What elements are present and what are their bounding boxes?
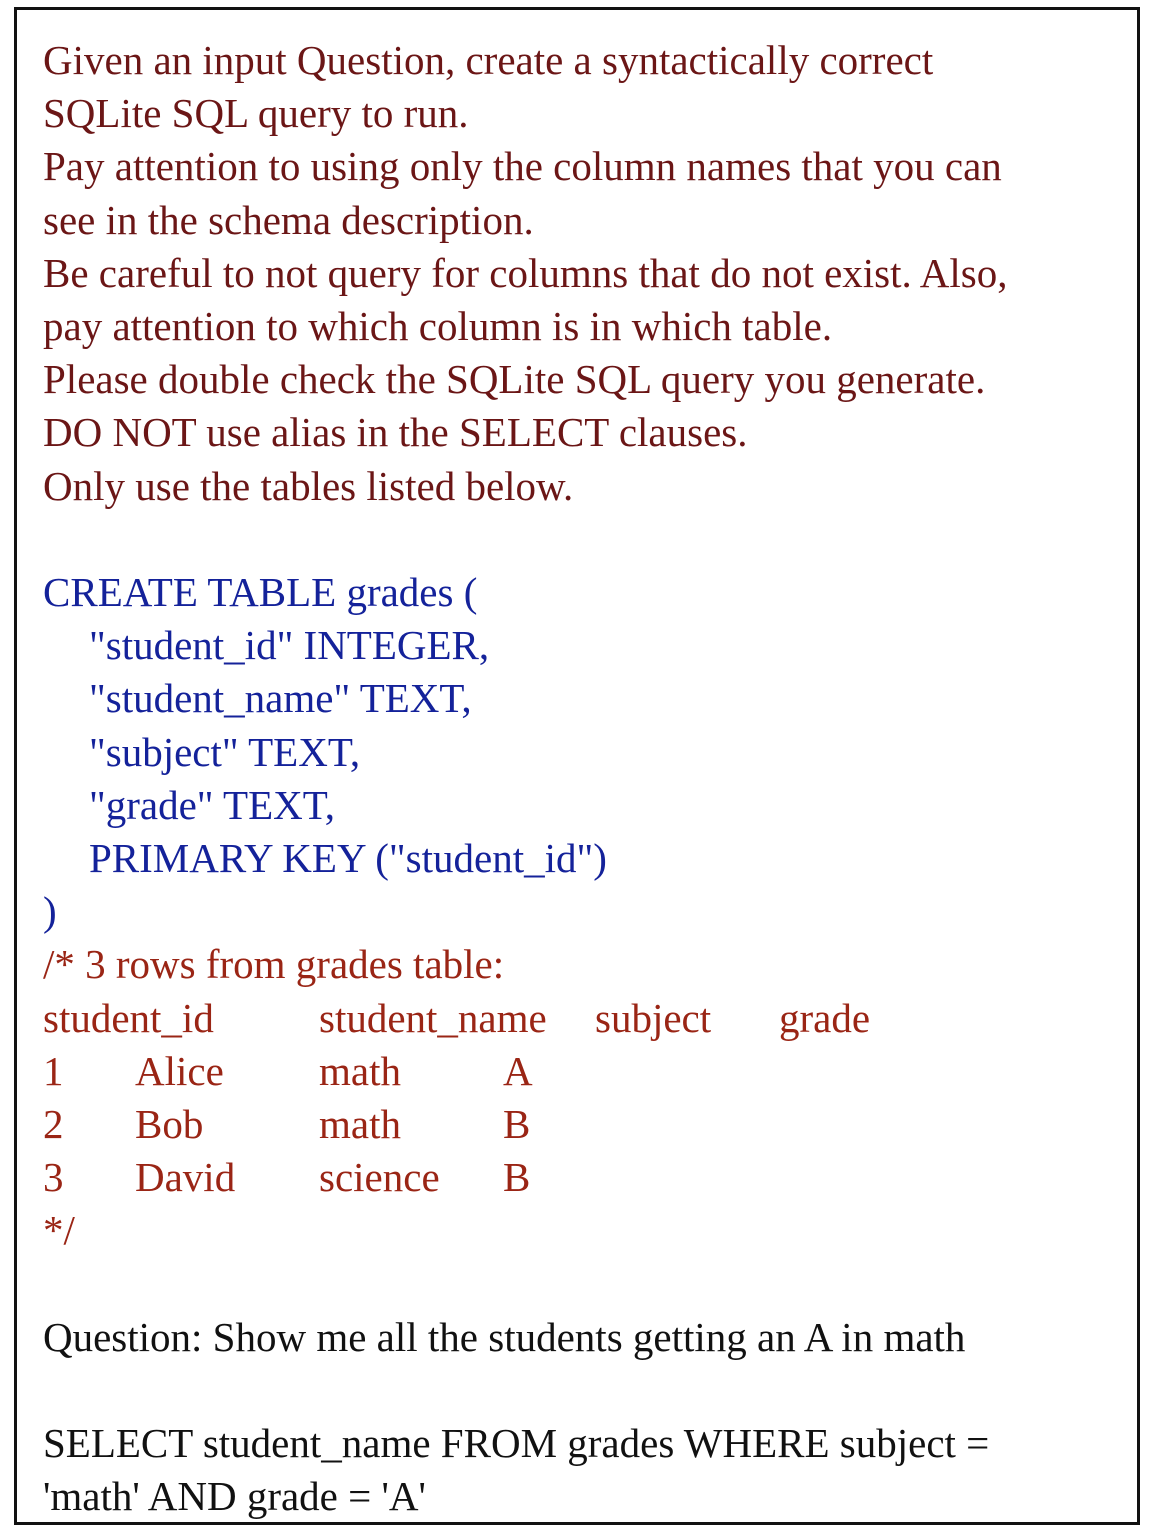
instruction-line-7: Please double check the SQLite SQL query you generate. — [43, 356, 986, 403]
answer-sql-line-1: SELECT student_name FROM grades WHERE subject = — [43, 1420, 990, 1467]
row-cell: math — [319, 1101, 401, 1148]
spacer — [43, 1258, 1125, 1311]
header-cell: student_name — [319, 994, 547, 1041]
row-cell: 2 — [43, 1101, 64, 1148]
row-cell: Alice — [135, 1047, 224, 1094]
row-cell: B — [503, 1154, 531, 1201]
prompt-content — [43, 34, 1125, 1524]
instruction-line-9: Only use the tables listed below. — [43, 462, 574, 509]
answer-sql-line-2: 'math' AND grade = 'A' — [43, 1473, 426, 1520]
schema-primary-key: PRIMARY KEY ("student_id") — [89, 835, 607, 882]
schema-column: "grade" TEXT, — [89, 781, 335, 828]
sample-row — [43, 1045, 1125, 1098]
schema-column: "subject" TEXT, — [89, 728, 361, 775]
header-cell: student_id — [43, 994, 214, 1041]
row-cell: A — [503, 1047, 533, 1094]
schema-column: "student_name" TEXT, — [89, 675, 472, 722]
instruction-line-5: Be careful to not query for columns that do not exist. Also, — [43, 249, 1008, 296]
row-cell: math — [319, 1047, 401, 1094]
row-cell: Bob — [135, 1101, 204, 1148]
instruction-line-4: see in the schema description. — [43, 196, 534, 243]
instruction-line-8: DO NOT use alias in the SELECT clauses. — [43, 409, 748, 456]
spacer — [43, 513, 1125, 566]
sample-comment-close: */ — [43, 1207, 75, 1254]
sample-comment-open: /* 3 rows from grades table: — [43, 941, 505, 988]
header-cell: grade — [779, 994, 871, 1041]
row-cell: B — [503, 1101, 531, 1148]
row-cell: David — [135, 1154, 236, 1201]
create-table-close: ) — [43, 888, 57, 935]
create-table-line: CREATE TABLE grades ( — [43, 569, 478, 616]
sample-row — [43, 1151, 1125, 1204]
question-text: Question: Show me all the students getting an A in math — [43, 1313, 966, 1360]
schema-column: "student_id" INTEGER, — [89, 622, 490, 669]
sample-row — [43, 1098, 1125, 1151]
row-cell: 3 — [43, 1154, 64, 1201]
instruction-line-2: SQLite SQL query to run. — [43, 90, 469, 137]
spacer — [43, 1364, 1125, 1417]
instruction-line-6: pay attention to which column is in which table. — [43, 303, 833, 350]
header-cell: subject — [595, 994, 712, 1041]
sample-header-row — [43, 992, 1125, 1045]
prompt-box — [14, 7, 1140, 1525]
row-cell: 1 — [43, 1047, 64, 1094]
instruction-line-3: Pay attention to using only the column names that you can — [43, 143, 1002, 190]
row-cell: science — [319, 1154, 440, 1201]
instruction-line-1: Given an input Question, create a syntactically correct — [43, 37, 934, 83]
